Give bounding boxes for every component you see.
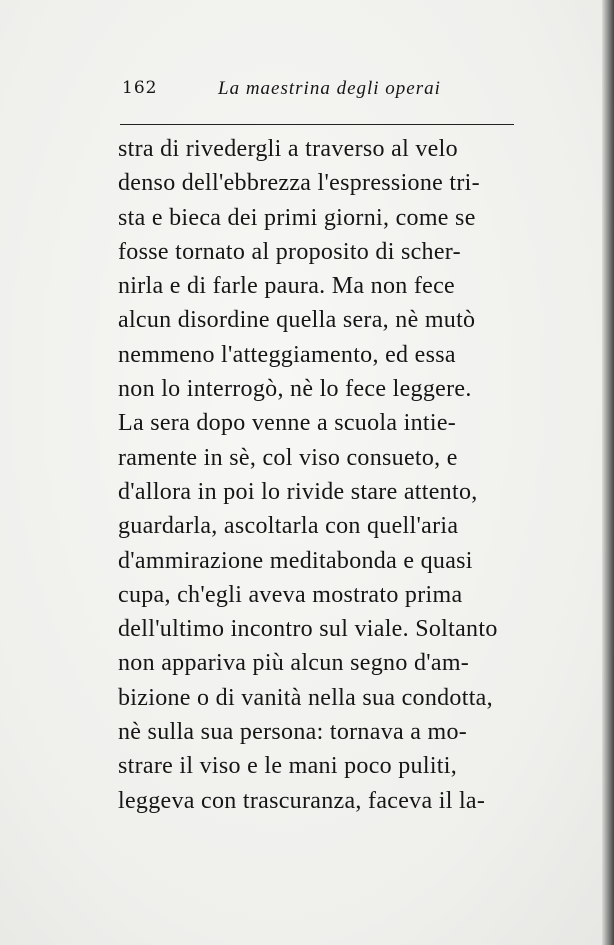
text-line: guardarla, ascoltarla con quell'aria [118,513,459,540]
text-line: d'ammirazione meditabonda e quasi [118,547,473,574]
text-line: nè sulla sua persona: tornava a mo- [118,719,468,746]
text-line: bizione o di vanità nella sua condotta, [118,684,493,711]
text-line: non appariva più alcun segno d'am- [118,650,470,677]
text-line: nemmeno l'atteggiamento, ed essa [118,341,456,368]
page-edge-shadow [602,0,614,945]
text-line: d'allora in poi lo rivide stare attento, [118,478,478,505]
text-line: fosse tornato al proposito di scher- [118,238,461,265]
text-line: leggeva con trascuranza, faceva il la- [118,787,486,814]
body-text [118,132,528,818]
running-header [122,78,514,102]
text-line: alcun disordine quella sera, nè mutò [118,307,476,334]
text-line: stra di rivedergli a traverso al velo [118,136,458,162]
header-rule [120,124,514,125]
text-line: dell'ultimo incontro sul viale. Soltanto [118,616,498,643]
text-line: sta e bieca dei primi giorni, come se [118,204,476,231]
text-line: cupa, ch'egli aveva mostrato prima [118,581,463,608]
text-line: strare il viso e le mani poco puliti, [118,753,458,780]
text-line: La sera dopo venne a scuola intie- [118,410,457,437]
text-line: denso dell'ebbrezza l'espressione tri- [118,170,480,197]
text-line: ramente in sè, col viso consueto, e [118,444,458,471]
text-line: non lo interrogò, nè lo fece leggere. [118,376,472,403]
page-number: 162 [122,78,158,98]
text-line: nirla e di farle paura. Ma non fece [118,273,455,300]
running-title: La maestrina degli operai [218,78,441,99]
